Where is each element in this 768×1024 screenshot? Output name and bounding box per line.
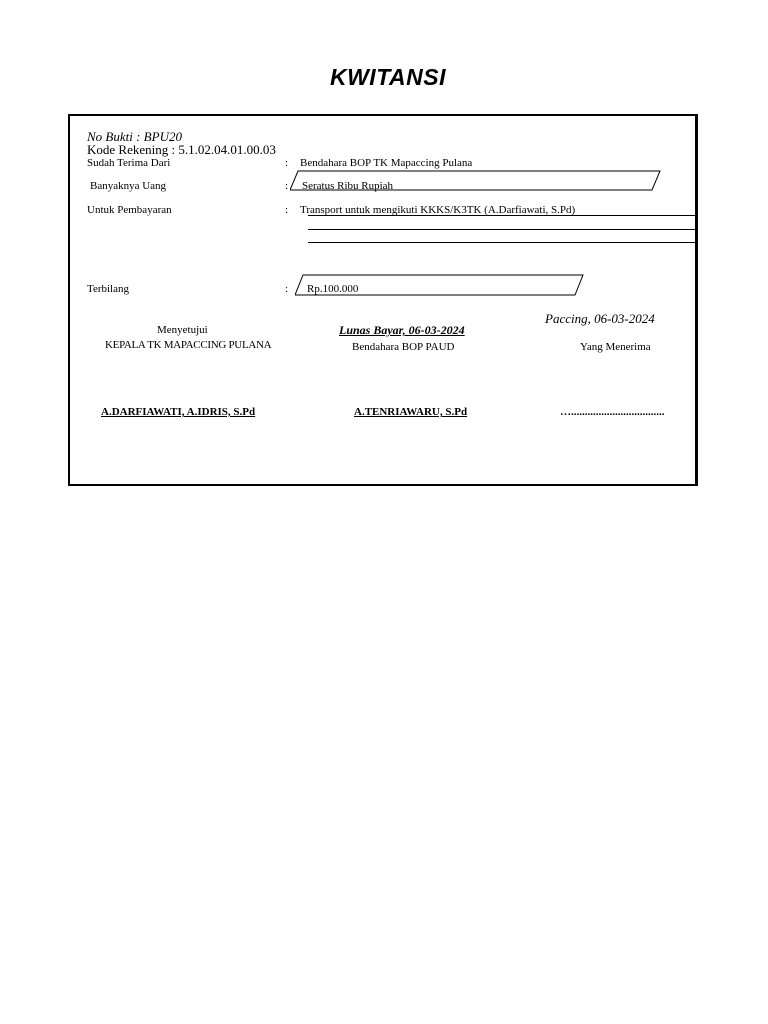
treasurer-role: Bendahara BOP PAUD	[352, 341, 455, 353]
value-banyaknya-uang: Seratus Ribu Rupiah	[302, 180, 394, 192]
place-date: Paccing, 06-03-2024	[545, 311, 655, 326]
value-sudah-terima-dari: Bendahara BOP TK Mapaccing Pulana	[300, 157, 473, 169]
value-untuk-pembayaran: Transport untuk mengikuti KKKS/K3TK (A.Darfiawati, S.Pd)	[300, 204, 576, 216]
payment-line-3	[308, 242, 698, 243]
label-banyaknya-uang: Banyaknya Uang	[90, 180, 167, 192]
payment-line-1	[308, 215, 698, 216]
recipient-signature-line: …..................................	[560, 406, 665, 418]
no-bukti: No Bukti : BPU20	[87, 129, 182, 144]
colon: :	[285, 180, 289, 192]
colon: :	[285, 204, 289, 216]
document-title: KWITANSI	[329, 64, 446, 90]
treasurer-name: A.TENRIAWARU, S.Pd	[354, 406, 468, 418]
label-untuk-pembayaran: Untuk Pembayaran	[87, 204, 172, 216]
label-sudah-terima-dari: Sudah Terima Dari	[87, 157, 171, 169]
approver-role: KEPALA TK MAPACCING PULANA	[105, 339, 272, 351]
payment-status: Lunas Bayar, 06-03-2024	[339, 323, 465, 337]
receipt-box	[68, 114, 698, 486]
kode-rekening: Kode Rekening : 5.1.02.04.01.00.03	[87, 142, 276, 157]
recipient-role: Yang Menerima	[580, 341, 651, 353]
colon: :	[285, 157, 289, 169]
approver-caption: Menyetujui	[157, 324, 208, 336]
colon: :	[285, 283, 289, 295]
payment-line-2	[308, 229, 698, 230]
value-terbilang: Rp.100.000	[307, 283, 359, 295]
label-terbilang: Terbilang	[87, 283, 129, 295]
approver-name: A.DARFIAWATI, A.IDRIS, S.Pd	[101, 406, 256, 418]
